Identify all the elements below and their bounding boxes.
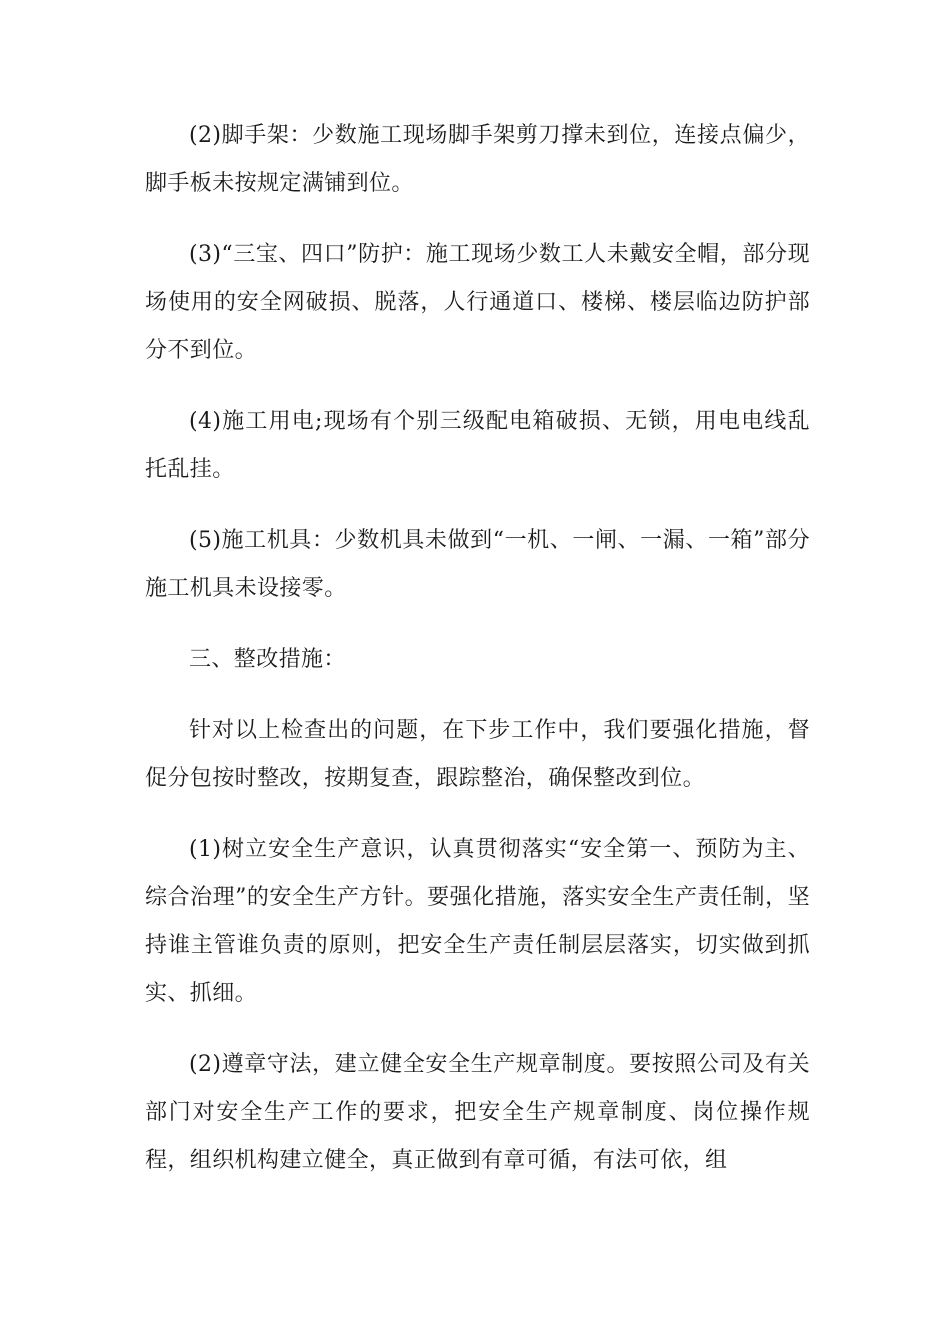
paragraph-machinery: (5)施工机具：少数机具未做到“一机、一闸、一漏、一箱”部分施工机具未设接零。 [145, 528, 810, 601]
document-body [145, 112, 810, 1208]
paragraph-regulations: (2)遵章守法，建立健全安全生产规章制度。要按照公司及有关部门对安全生产工作的要求，把安全生产规章制度、岗位操作规程，组织机构建立健全，真正做到有章可循，有法可依，组 [145, 1052, 810, 1173]
paragraph-rectification-intro: 针对以上检查出的问题，在下步工作中，我们要强化措施，督促分包按时整改，按期复查，跟踪整治，确保整改到位。 [145, 718, 810, 791]
section-heading-rectification: 三、整改措施： [189, 647, 346, 672]
paragraph-protection: (3)“三宝、四口”防护：施工现场少数工人未戴安全帽，部分现场使用的安全网破损、脱落，人行通道口、楼梯、楼层临边防护部分不到位。 [145, 242, 810, 363]
paragraph-safety-awareness: (1)树立安全生产意识，认真贯彻落实“安全第一、预防为主、综合治理”的安全生产方针。要强化措施，落实安全生产责任制，坚持谁主管谁负责的原则，把安全生产责任制层层落实，切实做到抓实、抓细。 [145, 837, 810, 1006]
paragraph-scaffolding: (2)脚手架：少数施工现场脚手架剪刀撑未到位，连接点偏少，脚手板未按规定满铺到位。 [145, 123, 810, 196]
paragraph-electricity: (4)施工用电;现场有个别三级配电箱破损、无锁，用电电线乱托乱挂。 [145, 409, 810, 482]
